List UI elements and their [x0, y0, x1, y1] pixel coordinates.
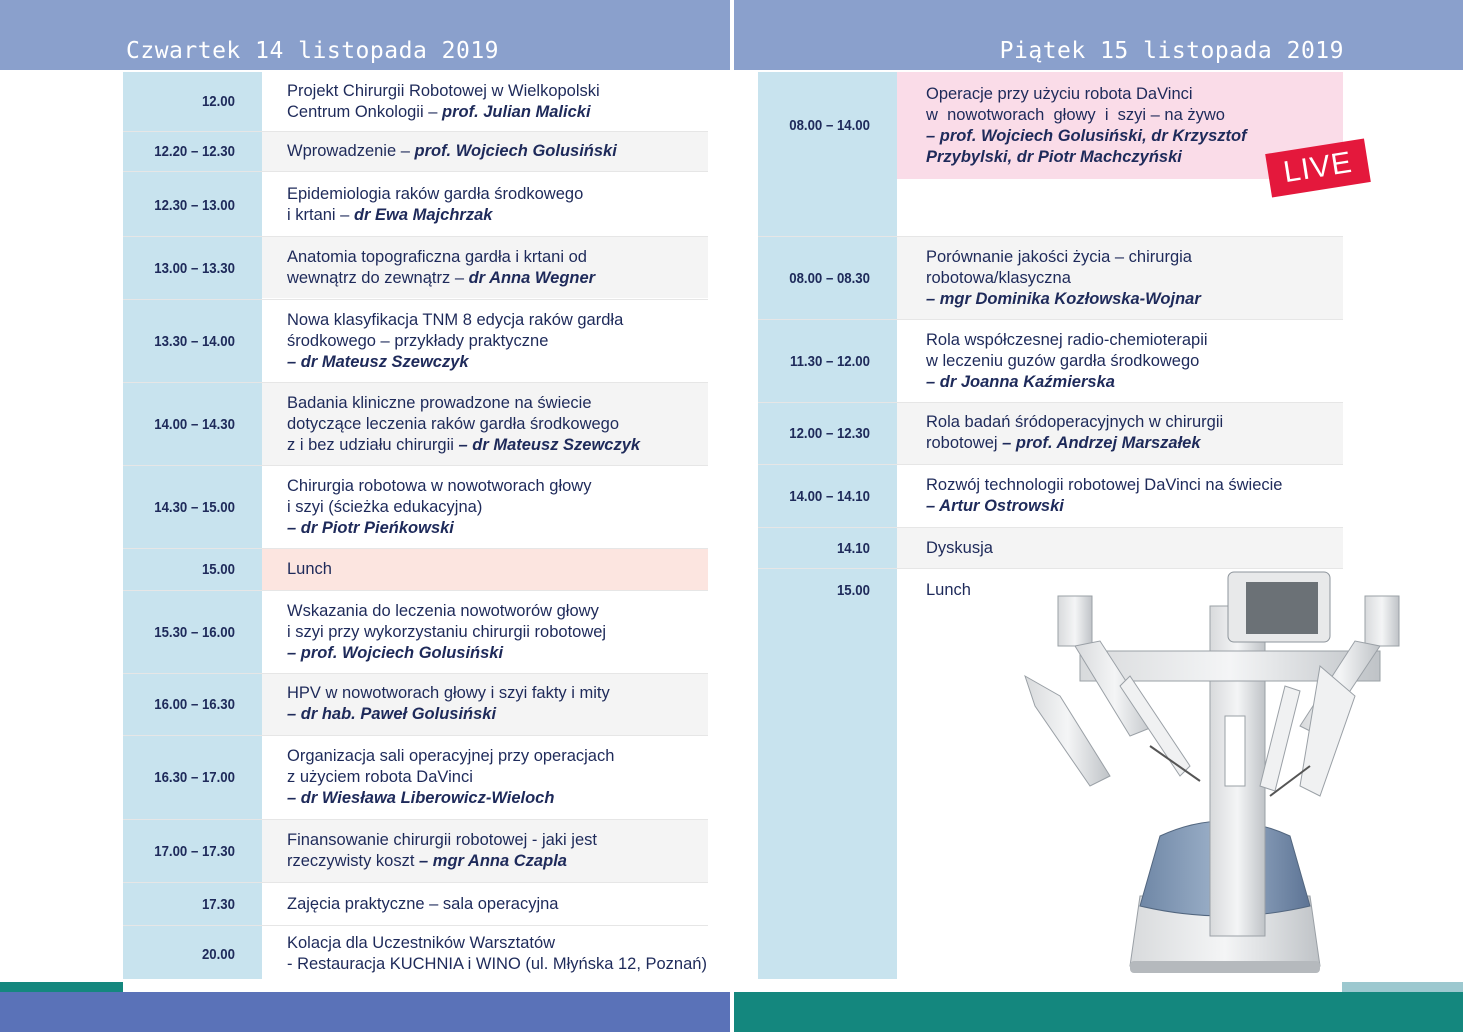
session-text: Rola badań śródoperacyjnych w chirurgii robotowej – prof. Andrzej Marszałek [926, 413, 1224, 452]
schedule-row [758, 72, 1343, 179]
schedule-row [758, 402, 1343, 465]
time-label: 11.30 – 12.00 [789, 352, 870, 370]
session-text: Porównanie jakości życia – chirurgia robotowa/klasyczna – mgr Dominika Kozłowska-Wojnar [926, 247, 1201, 308]
day-title-left: Czwartek 14 listopada 2019 [126, 38, 500, 64]
session-text: Projekt Chirurgii Robotowej w Wielkopolski Centrum Onkologii – prof. Julian Malicki [287, 81, 600, 121]
session-text: HPV w nowotworach głowy i szyi fakty i mity – dr hab. Paweł Golusiński [287, 684, 610, 723]
page-divider [730, 0, 734, 1032]
time-label: 13.30 – 14.00 [154, 332, 235, 350]
session-text: Wskazania do leczenia nowotworów głowy i szyi przy wykorzystaniu chirurgii robotowej – prof. Wojciech Golusiński [287, 601, 607, 662]
session-text: Chirurgia robotowa w nowotworach głowy i szyi (ścieżka edukacyjna) – dr Piotr Pieńkowski [287, 476, 592, 537]
footer-bar-left [0, 992, 730, 1032]
schedule-row [123, 466, 708, 549]
schedule-row [123, 883, 708, 926]
time-label: 13.00 – 13.30 [154, 259, 235, 277]
session-text: Rozwój technologii robotowej DaVinci na świecie – Artur Ostrowski [926, 476, 1283, 515]
time-label: 12.30 – 13.00 [154, 196, 235, 214]
day-title-right: Piątek 15 listopada 2019 [999, 38, 1344, 64]
schedule-row-empty [758, 179, 1343, 237]
session-text: Rola współczesnej radio-chemioterapii w leczeniu guzów gardła środkowego – dr Joanna Kaźmierska [926, 330, 1208, 391]
schedule-row [123, 591, 708, 674]
time-label: 12.20 – 12.30 [154, 142, 235, 160]
schedule-row [123, 383, 708, 466]
surgical-robot-illustration [1020, 566, 1415, 981]
time-label: 20.00 [201, 945, 235, 963]
time-label: 14.10 [836, 539, 870, 557]
time-label: 16.00 – 16.30 [154, 695, 235, 713]
session-text: Lunch [287, 559, 332, 578]
time-label: 08.00 – 08.30 [789, 269, 870, 287]
session-text: Organizacja sali operacyjnej przy operacjach z użyciem robota DaVinci – dr Wiesława Liberowicz-Wieloch [287, 747, 615, 807]
time-label: 16.30 – 17.00 [154, 769, 235, 786]
time-label: 15.00 [836, 581, 870, 599]
time-label: 14.00 – 14.30 [154, 415, 235, 433]
time-label: 14.30 – 15.00 [154, 498, 235, 516]
schedule-row [123, 300, 708, 383]
schedule-row [123, 926, 723, 982]
schedule-row [758, 528, 1343, 569]
time-label: 12.00 [201, 93, 235, 110]
session-text: Zajęcia praktyczne – sala operacyjna [287, 894, 559, 913]
time-label: 14.00 – 14.10 [789, 487, 870, 505]
session-text: Nowa klasyfikacja TNM 8 edycja raków gardła środkowego – przykłady praktyczne – dr Mateusz Szewczyk [287, 310, 624, 371]
session-text: Kolacja dla Uczestników Warsztatów - Restauracja KUCHNIA i WINO (ul. Młyńska 12, Poznań) [287, 934, 707, 973]
schedule-row [758, 237, 1343, 320]
schedule-row [123, 736, 708, 820]
session-text: Anatomia topograficzna gardła i krtani od wewnątrz do zewnątrz – dr Anna Wegner [287, 248, 596, 287]
footer-stripe [1342, 982, 1463, 992]
session-text: Operacje przy użyciu robota DaVinci w nowotworach głowy i szyi – na żywo – prof. Wojciech Golusiński, dr Krzysztof Przybylski, dr Piotr Machczyński [926, 84, 1247, 166]
time-label: 12.00 – 12.30 [789, 424, 870, 442]
live-badge: LIVE [1265, 138, 1371, 197]
session-text: Epidemiologia raków gardła środkowego i krtani – dr Ewa Majchrzak [287, 185, 584, 224]
time-label: 17.30 [201, 895, 235, 913]
time-label: 15.30 – 16.00 [154, 623, 235, 641]
schedule-row [123, 673, 708, 736]
footer-stripe [0, 982, 123, 992]
schedule-row [123, 72, 708, 132]
schedule-row [123, 237, 708, 300]
schedule-row [123, 131, 708, 172]
schedule-row [123, 820, 708, 883]
footer-bar-right [734, 992, 1463, 1032]
schedule-row [758, 465, 1343, 528]
session-text: Lunch [926, 580, 971, 599]
session-text: Dyskusja [926, 538, 993, 557]
time-label: 17.00 – 17.30 [154, 842, 235, 860]
schedule-row [758, 320, 1343, 403]
schedule-row [123, 548, 708, 591]
time-label: 15.00 [201, 560, 235, 578]
schedule-row [123, 174, 708, 237]
session-text: Badania kliniczne prowadzone na świecie dotyczące leczenia raków gardła środkowego z i bez udziału chirurgii – dr Mateusz Szewczyk [287, 393, 641, 454]
session-text: Wprowadzenie – prof. Wojciech Golusiński [287, 141, 617, 160]
session-text: Finansowanie chirurgii robotowej - jaki jest rzeczywisty koszt – mgr Anna Czapla [287, 831, 597, 870]
time-label: 08.00 – 14.00 [789, 117, 870, 134]
